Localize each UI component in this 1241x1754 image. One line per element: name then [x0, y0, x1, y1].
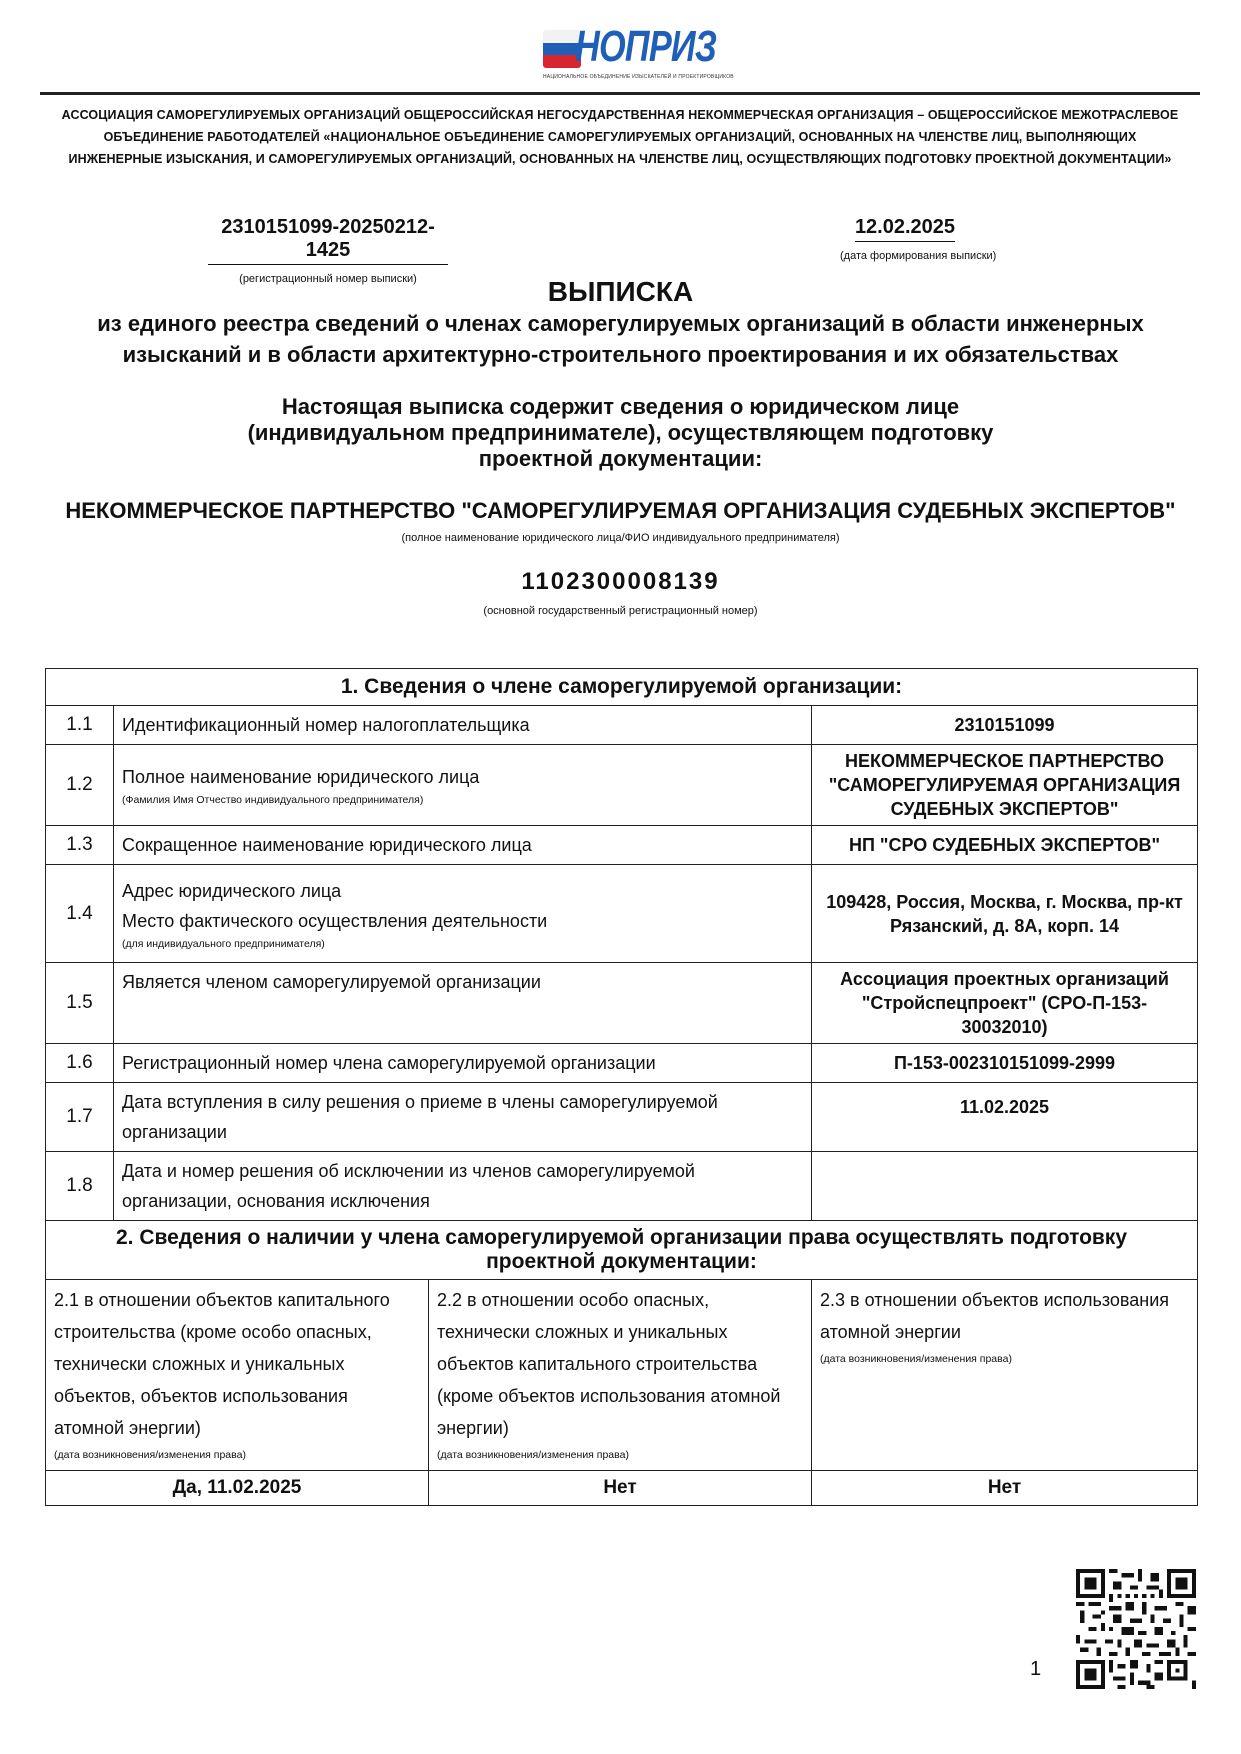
document-intro — [0, 394, 1241, 472]
table-row — [46, 865, 1198, 963]
row-label: Адрес юридического лица — [122, 880, 342, 901]
association-name: АССОЦИАЦИЯ САМОРЕГУЛИРУЕМЫХ ОРГАНИЗАЦИЙ ОБЩЕРОССИЙСКАЯ НЕГОСУДАРСТВЕННАЯ НЕКОММЕРЧЕСКАЯ ОРГАНИЗАЦИЯ – ОБЩЕРОССИЙСКОЕ МЕЖОТРАСЛЕВОЕ ОБЪЕДИНЕНИЕ РАБОТОДАТЕЛЕЙ «НАЦИОНАЛЬНОЕ ОБЪЕДИНЕНИЕ САМОРЕГУЛИРУЕМЫХ ОРГАНИЗАЦИЙ, ОСНОВАННЫХ НА ЧЛЕНСТВЕ ЛИЦ, ВЫПОЛНЯЮЩИХ ИНЖЕНЕРНЫЕ ИЗЫСКАНИЯ, И САМОРЕГУЛИРУЕМЫХ ОРГАНИЗАЦИЙ, ОСНОВАННЫХ НА ЧЛЕНСТВЕ ЛИЦ, ОСУЩЕСТВЛЯЮЩИХ ПОДГОТОВКУ ПРОЕКТНОЙ ДОКУМЕНТАЦИИ» — [61, 108, 1179, 166]
section1-title: 1. Сведения о члене саморегулируемой организации: — [46, 669, 1198, 706]
table-row — [46, 826, 1198, 865]
row-label-cell — [114, 865, 812, 963]
table-row — [46, 963, 1198, 1044]
nopriz-logo — [543, 22, 734, 84]
organization-name-caption: (полное наименование юридического лица/ФИО индивидуального предпринимателя) — [401, 532, 840, 544]
rights-value: Да, 11.02.2025 — [46, 1471, 429, 1506]
row-value: НП "СРО СУДЕБНЫХ ЭКСПЕРТОВ" — [812, 826, 1198, 865]
row-label: Является членом саморегулируемой организации — [114, 963, 812, 1044]
rights-label: 2.2 в отношении особо опасных, технически сложных и уникальных объектов капитального строительства (кроме объектов использования атомной энергии) — [437, 1290, 781, 1438]
row-value: Ассоциация проектных организаций "Стройспецпроект" (СРО-П-153-30032010) — [812, 963, 1198, 1044]
ogrn-number: 1102300008139 — [521, 568, 720, 595]
organization-name: НЕКОММЕРЧЕСКОЕ ПАРТНЕРСТВО "САМОРЕГУЛИРУЕМАЯ ОРГАНИЗАЦИЯ СУДЕБНЫХ ЭКСПЕРТОВ" — [65, 498, 1176, 523]
rights-note: (дата возникновения/изменения права) — [820, 1353, 1012, 1365]
row-label-secondary: Место фактического осуществления деятельности — [122, 910, 548, 931]
rights-value: Нет — [429, 1471, 812, 1506]
row-label: Дата и номер решения об исключении из членов саморегулируемой организации, основания исключения — [114, 1152, 812, 1221]
row-value — [812, 1152, 1198, 1221]
row-number: 1.4 — [46, 865, 114, 963]
document-intro-line1: Настоящая выписка содержит сведения о юридическом лице — [281, 394, 960, 419]
row-number: 1.5 — [46, 963, 114, 1044]
row-value: П-153-002310151099-2999 — [812, 1044, 1198, 1083]
row-value: НЕКОММЕРЧЕСКОЕ ПАРТНЕРСТВО "САМОРЕГУЛИРУЕМАЯ ОРГАНИЗАЦИЯ СУДЕБНЫХ ЭКСПЕРТОВ" — [812, 745, 1198, 826]
document-subtitle — [0, 308, 1241, 370]
section1-header-row — [46, 669, 1198, 706]
registration-number-block — [208, 216, 448, 285]
rights-note: (дата возникновения/изменения права) — [54, 1449, 246, 1461]
table-row — [46, 1152, 1198, 1221]
row-label: Регистрационный номер члена саморегулируемой организации — [114, 1044, 812, 1083]
logo-text: НОПРИЗ — [575, 22, 717, 71]
row-value: 11.02.2025 — [812, 1083, 1198, 1152]
logo-subtitle: НАЦИОНАЛЬНОЕ ОБЪЕДИНЕНИЕ ИЗЫСКАТЕЛЕЙ И ПРОЕКТИРОВЩИКОВ — [543, 74, 734, 80]
rights-label: 2.1 в отношении объектов капитального строительства (кроме особо опасных, технически сложных и уникальных объектов, объектов использования атомной энергии) — [54, 1290, 390, 1438]
rights-label: 2.3 в отношении объектов использования атомной энергии — [820, 1290, 1170, 1342]
registration-date: 12.02.2025 — [855, 216, 955, 242]
document-title: ВЫПИСКА — [547, 276, 694, 307]
rights-values-row — [46, 1471, 1198, 1506]
registration-number: 2310151099-20250212-1425 — [208, 216, 448, 265]
rights-row — [46, 1280, 1198, 1471]
table-row — [46, 706, 1198, 745]
row-number: 1.8 — [46, 1152, 114, 1221]
header-divider — [40, 92, 1200, 95]
row-value: 2310151099 — [812, 706, 1198, 745]
page-number: 1 — [1030, 1658, 1042, 1680]
row-note: (для индивидуального предпринимателя) — [122, 937, 325, 950]
document-subtitle-line2: изысканий и в области архитектурно-строительного проектирования и их обязательствах — [122, 342, 1119, 367]
row-value: 109428, Россия, Москва, г. Москва, пр-кт Рязанский, д. 8А, корп. 14 — [812, 865, 1198, 963]
rights-cell — [429, 1280, 812, 1471]
row-number: 1.1 — [46, 706, 114, 745]
ogrn-caption: (основной государственный регистрационный номер) — [483, 605, 758, 617]
row-label: Идентификационный номер налогоплательщика — [114, 706, 812, 745]
section2-title: 2. Сведения о наличии у члена саморегулируемой организации права осуществлять подготовку проектной документации: — [46, 1221, 1198, 1280]
table-row — [46, 1044, 1198, 1083]
table-row — [46, 1083, 1198, 1152]
row-label: Сокращенное наименование юридического лица — [114, 826, 812, 865]
document-intro-line3: проектной документации: — [478, 446, 763, 471]
registration-date-caption: (дата формирования выписки) — [840, 250, 997, 262]
registration-number-caption: (регистрационный номер выписки) — [239, 273, 417, 285]
section2-header-row — [46, 1221, 1198, 1280]
rights-cell — [812, 1280, 1198, 1471]
qr-code-icon[interactable] — [1076, 1569, 1196, 1689]
registration-date-block — [840, 216, 997, 262]
document-intro-line2: (индивидуальном предпринимателе), осуществляющем подготовку — [247, 420, 994, 445]
row-number: 1.7 — [46, 1083, 114, 1152]
rights-value: Нет — [812, 1471, 1198, 1506]
row-label: Полное наименование юридического лица — [122, 767, 480, 787]
rights-note: (дата возникновения/изменения права) — [437, 1449, 629, 1461]
document-subtitle-line1: из единого реестра сведений о членах саморегулируемых организаций в области инженерных — [97, 311, 1144, 336]
rights-cell — [46, 1280, 429, 1471]
row-number: 1.3 — [46, 826, 114, 865]
row-number: 1.6 — [46, 1044, 114, 1083]
table-row — [46, 745, 1198, 826]
row-label-cell — [114, 745, 812, 826]
row-number: 1.2 — [46, 745, 114, 826]
row-label: Дата вступления в силу решения о приеме в члены саморегулируемой организации — [114, 1083, 812, 1152]
register-table — [45, 668, 1198, 1506]
row-note: (Фамилия Имя Отчество индивидуального предпринимателя) — [122, 794, 424, 806]
